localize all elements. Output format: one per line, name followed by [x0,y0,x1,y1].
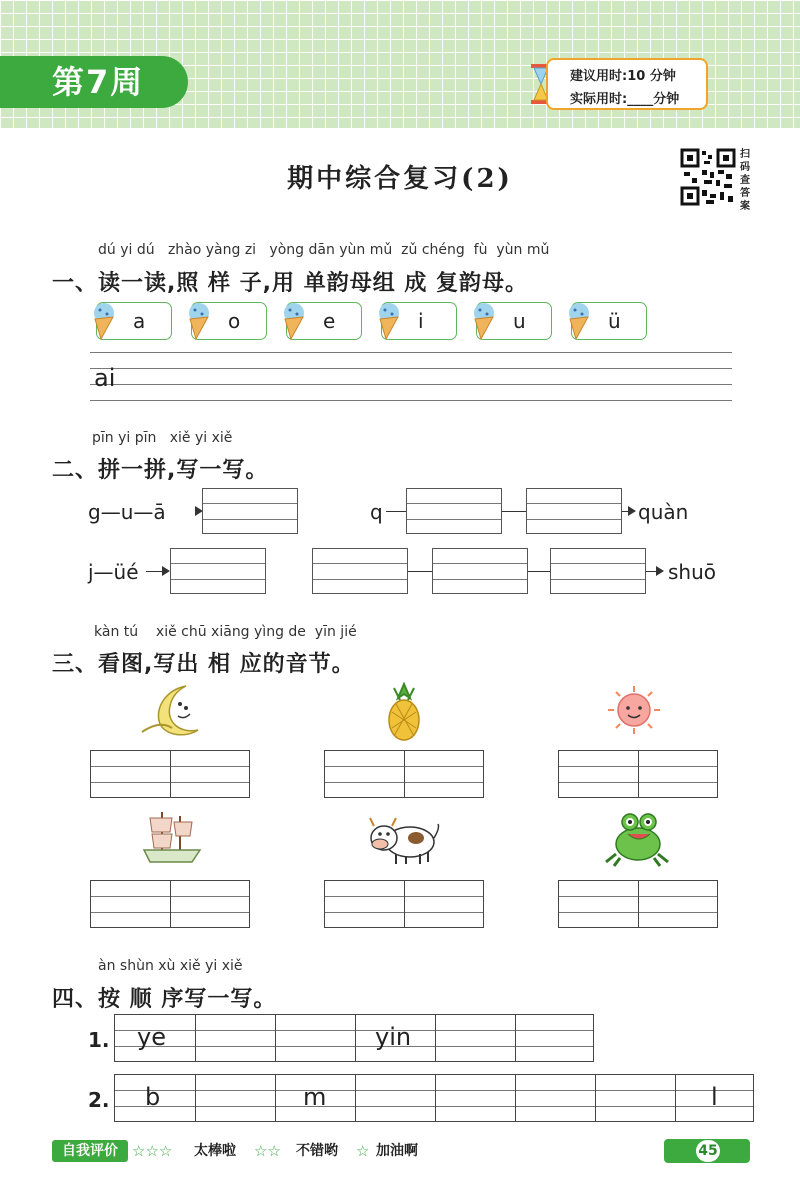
cow-icon [364,808,442,868]
arrow-icon [162,566,170,576]
time-box [546,58,708,110]
section3-pinyin: kàn tú xiě chū xiāng yìng de yīn jié [94,624,357,640]
eval-level-1: 太棒啦 [194,1143,236,1159]
answer-grid[interactable] [90,750,250,798]
answer-box[interactable] [406,488,502,534]
row-number-1: 1. [88,1028,110,1052]
connector [646,571,656,572]
sun-icon [606,684,662,736]
syllable-right1: quàn [638,500,689,524]
section2-pinyin: pīn yi pīn xiě yi xiě [92,430,233,446]
syllable-mid1: q [370,500,383,524]
actual-time: 实际用时:____分钟 [570,92,680,107]
star-icon[interactable]: ☆☆☆ [132,1142,173,1160]
eval-level-2: 不错哟 [296,1143,338,1159]
syllable-left2: j—üé [88,560,139,584]
vowel-i: i [418,309,424,333]
section2-heading: 二、拼一拼,写一写。 [52,458,269,483]
answer-grid[interactable] [324,880,484,928]
sequence-grid-2[interactable] [114,1074,754,1122]
writing-lines[interactable] [90,352,732,400]
connector [386,511,406,512]
sequence-cell: m [303,1083,327,1111]
section4-heading: 四、按 顺 序写一写。 [52,987,277,1012]
suggested-time: 建议用时:10 分钟 [570,69,676,84]
answer-box[interactable] [550,548,646,594]
answer-grid[interactable] [90,880,250,928]
sequence-grid-1[interactable] [114,1014,594,1062]
eval-level-3: 加油啊 [376,1143,418,1159]
answer-box[interactable] [170,548,266,594]
section3-heading: 三、看图,写出 相 应的音节。 [52,652,355,677]
week-label: 第7周 [0,56,188,108]
arrow-icon [628,506,636,516]
connector [408,571,432,572]
example-answer: ai [94,364,116,392]
connector [502,511,526,512]
star-icon[interactable]: ☆☆ [254,1142,281,1160]
syllable-right2: shuō [668,560,717,584]
star-icon[interactable]: ☆ [356,1142,370,1160]
ice-cream-icon [279,301,313,341]
answer-box[interactable] [526,488,622,534]
section4-pinyin: àn shùn xù xiě yi xiě [98,958,243,974]
sequence-cell: yin [375,1023,412,1051]
vowel-card [381,302,457,340]
answer-grid[interactable] [558,880,718,928]
ship-icon [140,808,204,866]
ice-cream-icon [184,301,218,341]
answer-grid[interactable] [324,750,484,798]
section1-heading: 一、读一读,照 样 子,用 单韵母组 成 复韵母。 [52,271,529,296]
vowel-u-umlaut: ü [608,309,621,333]
vowel-card [96,302,172,340]
arrow-icon [656,566,664,576]
sequence-cell: ye [137,1023,166,1051]
sequence-cell: l [711,1083,718,1111]
answer-box[interactable] [202,488,298,534]
syllable-left1: g—u—ā [88,500,166,524]
ice-cream-icon [469,301,503,341]
vowel-o: o [228,309,241,333]
scan-hint: 扫码查答案 [740,149,750,212]
sequence-cell: b [145,1083,161,1111]
vowel-u: u [513,309,526,333]
vowel-card [476,302,552,340]
connector [528,571,550,572]
self-eval-badge: 自我评价 [52,1140,128,1162]
answer-box[interactable] [312,548,408,594]
vowel-e: e [323,309,336,333]
vowel-card [191,302,267,340]
ice-cream-icon [564,301,598,341]
section1-pinyin: dú yi dú zhào yàng zi yòng dān yùn mǔ zǔ chéng fù yùn mǔ [98,242,550,258]
page-title: 期中综合复习(2) [287,164,513,194]
frog-icon [602,808,672,868]
vowel-card [571,302,647,340]
qr-code-icon [680,148,736,206]
moon-icon [136,680,206,740]
ice-cream-icon [89,301,123,341]
vowel-card [286,302,362,340]
ice-cream-icon [374,301,408,341]
pineapple-icon [384,682,424,742]
row-number-2: 2. [88,1088,110,1112]
page-number: 45 [696,1140,720,1162]
answer-grid[interactable] [558,750,718,798]
vowel-a: a [133,309,146,333]
answer-box[interactable] [432,548,528,594]
